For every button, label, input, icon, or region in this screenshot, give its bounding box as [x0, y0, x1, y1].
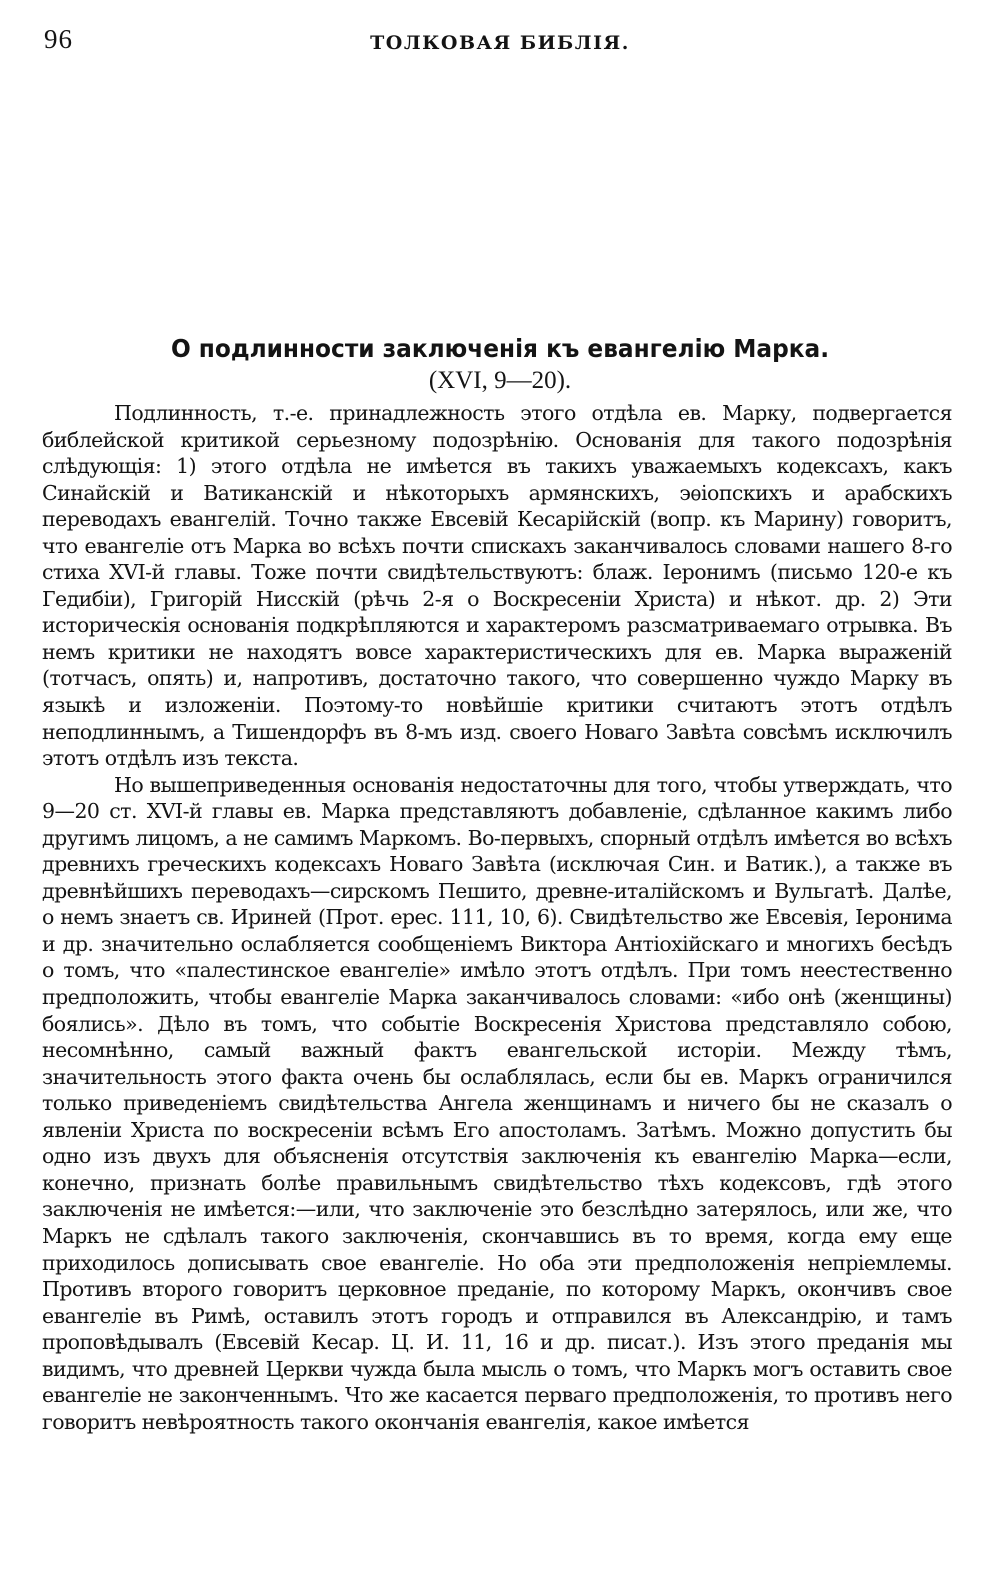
running-head: ТОЛКОВАЯ БИБЛIЯ.: [370, 32, 630, 54]
article-title: О подлинности заключенiя къ евангелiю Марка.: [170, 334, 830, 363]
paragraph-1: Подлинность, т.-е. принадлежность этого отдѣла ев. Марку, подвергается библейской критикой серьезному подозрѣнiю. Основанiя для такого подозрѣнiя слѣдующiя: 1) этого отдѣла не имѣется въ такихъ уважаемыхъ кодексахъ, какъ Синайскiй и Ватиканскiй и нѣкоторыхъ армянскихъ, эѳiопскихъ и арабскихъ переводахъ евангелiй. Точно также Евсевiй Кесарiйскiй (вопр. къ Марину) говоритъ, что евангелiе отъ Марка во всѣхъ почти спискахъ заканчивалось словами нашего 8-го стиха XVI-й главы. Тоже почти свидѣтельствуютъ: блаж. Iеронимъ (письмо 120-е къ Гедибiи), Григорiй Нисскiй (рѣчь 2-я о Воскресенiи Христа) и нѣкот. др. 2) Эти историческiя основанiя подкрѣпляются и характеромъ разсматриваемаго отрывка. Въ немъ критики не находятъ вовсе характеристическихъ для ев. Марка выраженiй (тотчасъ, опять) и, напротивъ, достаточно такого, что совершенно чуждо Марку въ языкѣ и изложенiи. Поэтому-то новѣйшiе критики считаютъ этотъ отдѣлъ неподлиннымъ, а Тишендорфъ въ 8-мъ изд. своего Новаго Завѣта совсѣмъ исключилъ этотъ отдѣлъ изъ текста.: [42, 401, 952, 771]
article-subtitle: (XVI, 9—20).: [428, 367, 572, 394]
paragraph-2: Но вышеприведенныя основанiя недостаточны для того, чтобы утверждать, что 9—20 ст. XVI-й главы ев. Марка представляютъ добавленiе, сдѣланное какимъ либо другимъ лицомъ, а не самимъ Маркомъ. Во-первыхъ, спорный отдѣлъ имѣется во всѣхъ древнихъ греческихъ кодексахъ Новаго Завѣта (исключая Син. и Ватик.), а также въ древнѣйшихъ переводахъ—сирскомъ Пешито, древне-италiйскомъ и Вульгатѣ. Далѣе, о немъ знаетъ св. Ириней (Прот. ерес. 111, 10, 6). Свидѣтельство же Евсевiя, Iеронима и др. значительно ослабляется сообщенiемъ Виктора Антiохiйскаго и многихъ бесѣдъ о томъ, что «палестинское евангелiе» имѣло этотъ отдѣлъ. При томъ неестественно предположить, чтобы евангелiе Марка заканчивалось словами: «ибо онѣ (женщины) боялись». Дѣло въ томъ, что событiе Воскресенiя Христова представляло собою, несомнѣнно, самый важный фактъ евангельской исторiи. Между тѣмъ, значительность этого факта очень бы ослаблялась, если бы ев. Маркъ ограничился только приведенiемъ свидѣтельства Ангела женщинамъ и ничего бы не сказалъ о явленiи Христа по воскресенiи всѣмъ Его апостоламъ. Затѣмъ. Можно допустить бы одно изъ двухъ для объясненiя отсутствiя заключенiя къ евангелiю Марка—если, конечно, признать болѣе правильнымъ свидѣтельство тѣхъ кодексовъ, гдѣ этого заключенiя не имѣется:—или, что заключенiе это безслѣдно затерялось, или же, что Маркъ не сдѣлалъ такого заключенiя, скончавшись въ то время, когда ему еще приходилось дописывать свое евангелiе. Но оба эти предположенiя непрiемлемы. Противъ второго говоритъ церковное преданiе, по которому Маркъ, окончивъ свое евангелiе въ Римѣ, оставилъ этотъ городъ и отправился въ Александрiю, и тамъ проповѣдывалъ (Евсевiй Кесар. Ц. И. 11, 16 и др. писат.). Изъ этого преданiя мы видимъ, что древней Церкви чужда была мысль о томъ, что Маркъ могъ оставить свое евангелiе не законченнымъ. Что же касается перваго предположенiя, то противъ него говоритъ невѣроятность такого окончанiя евангелiя, какое имѣется: [42, 772, 952, 1434]
article-body: [42, 400, 952, 1435]
page-number: 96: [44, 24, 73, 54]
